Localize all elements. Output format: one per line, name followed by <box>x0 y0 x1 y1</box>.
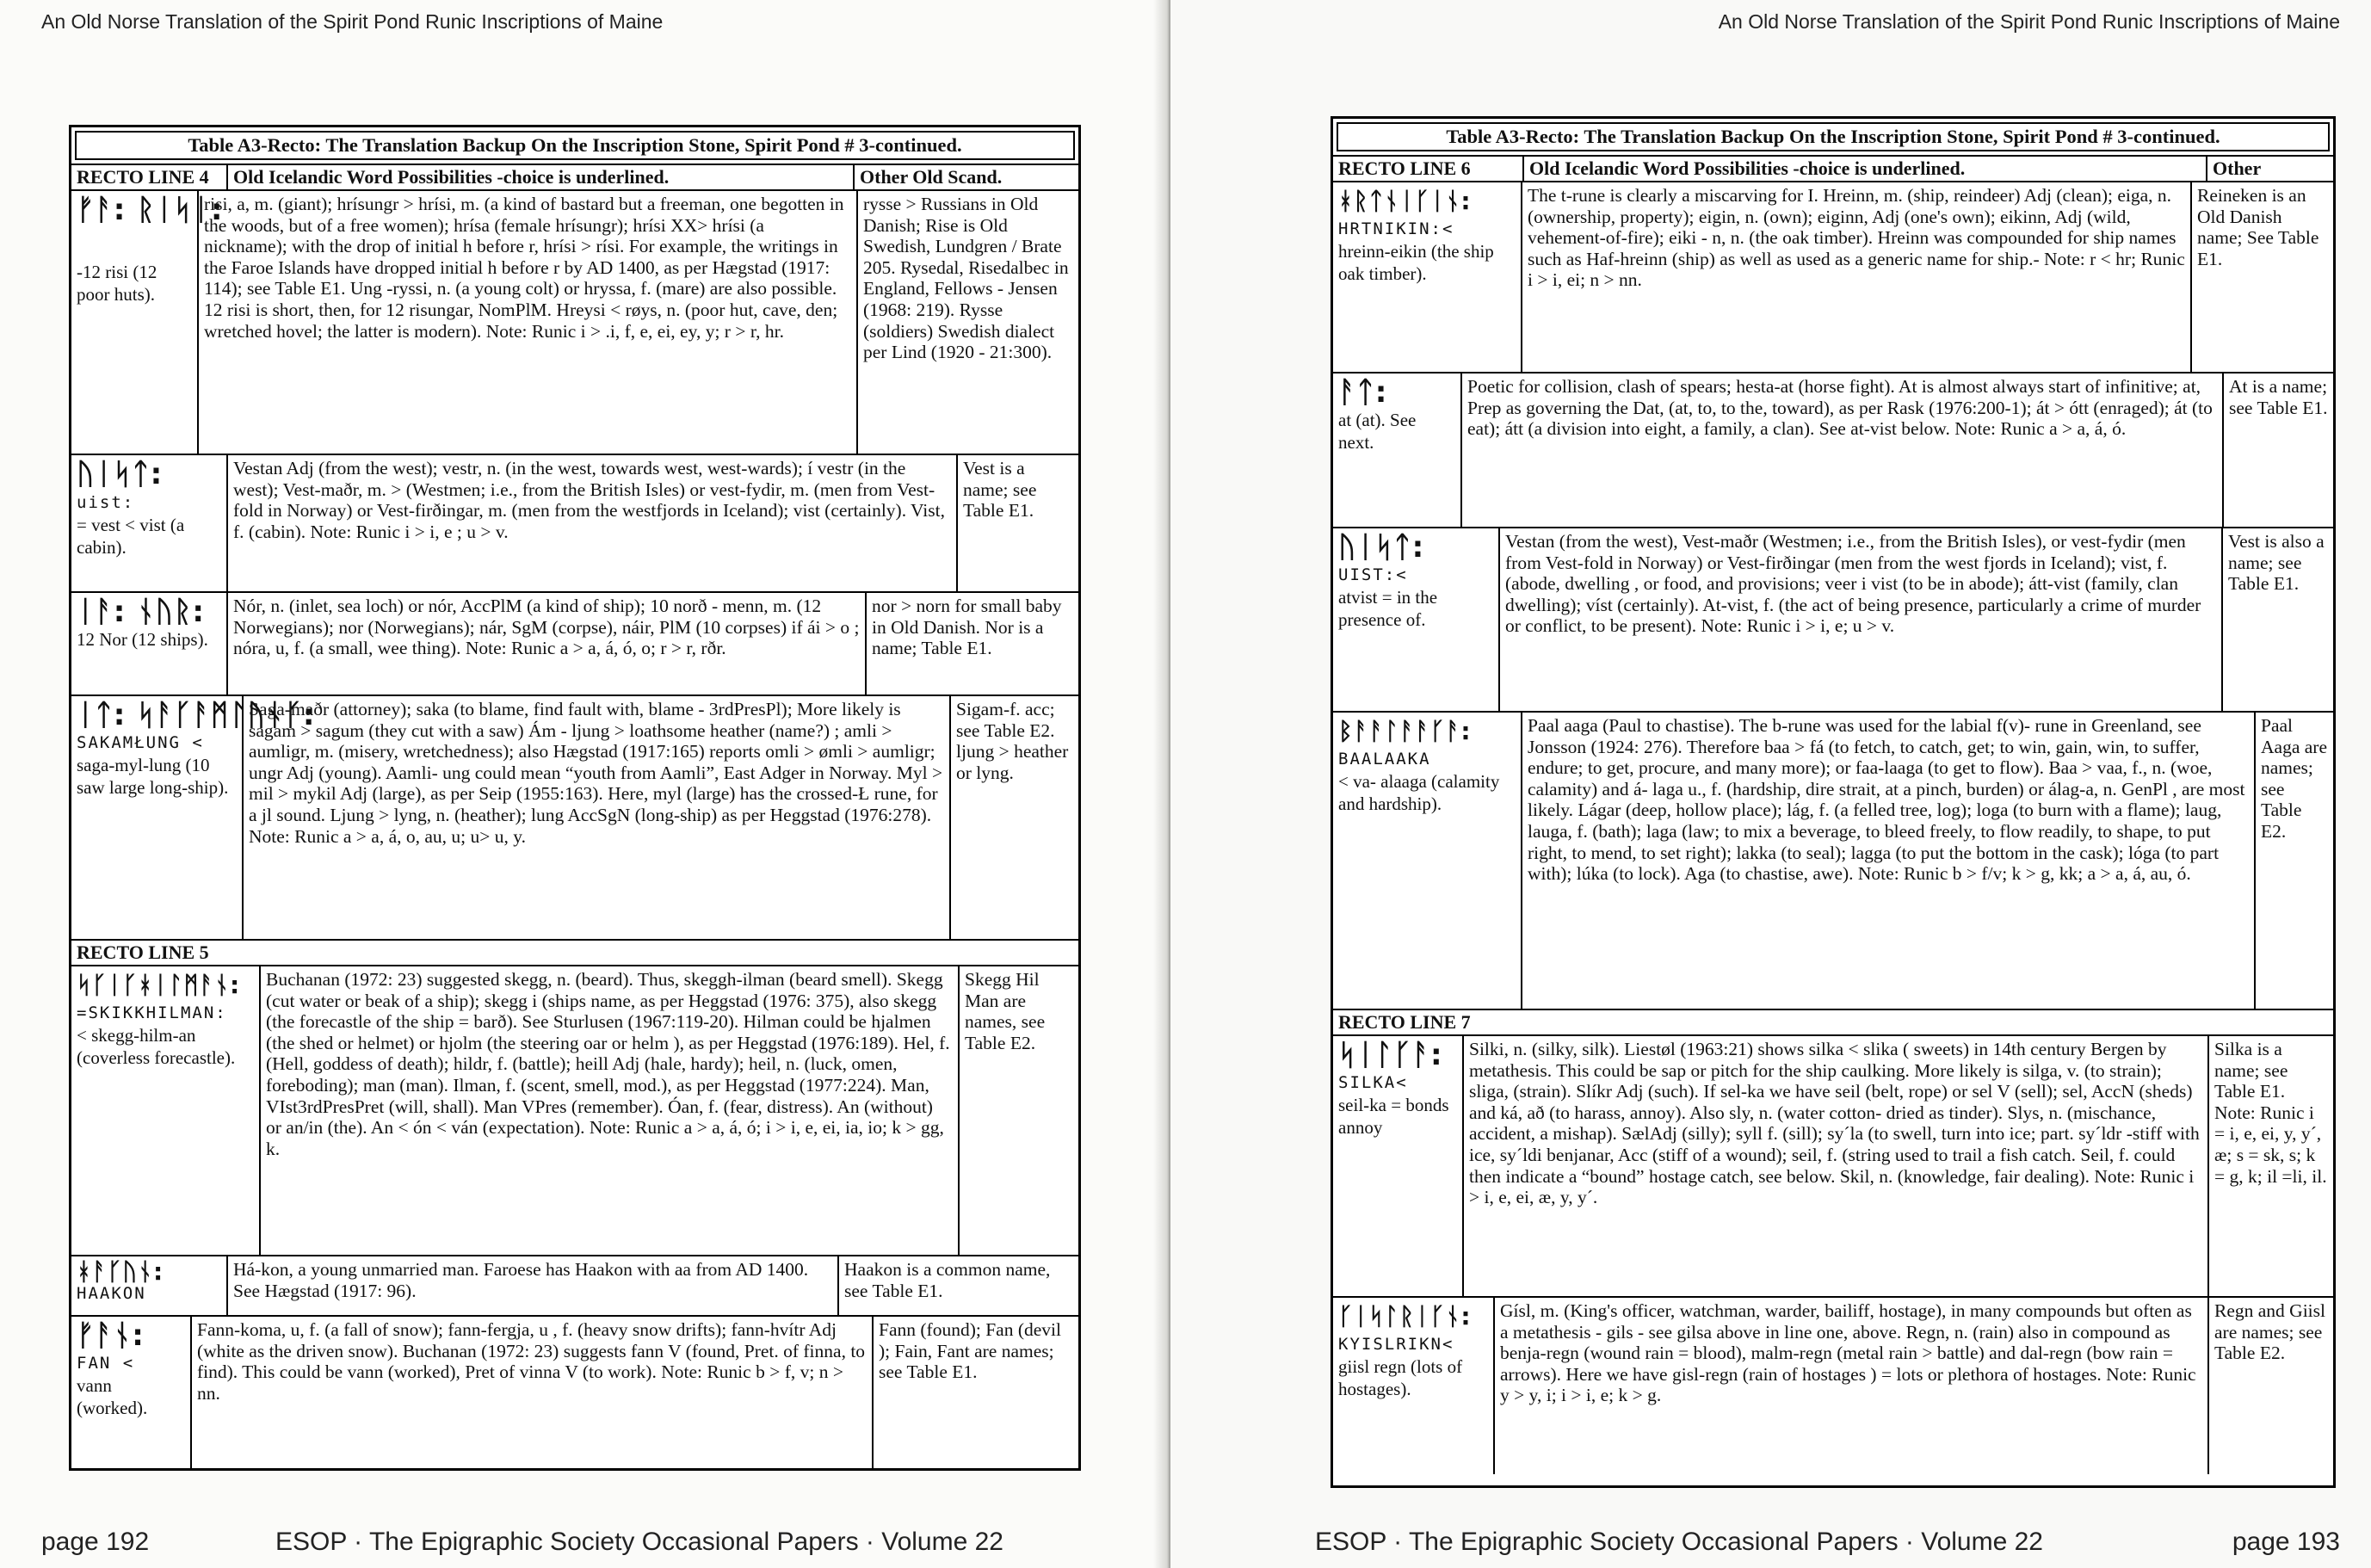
gloss: atvist = in the presence of. <box>1338 587 1438 630</box>
journal-footer: ESOP · The Epigraphic Society Occasional Papers · Volume 22 <box>275 1528 1003 1556</box>
rune-text: ᛋᚴᛁᚴᚼᛁᛚᛗᚨᚾ: <box>77 971 241 999</box>
rune-cell <box>1333 373 1460 527</box>
other-scand: Regn and Giisl are names; see Table E2. <box>2207 1298 2333 1474</box>
rune-text: ᚼᚨᚴᚢᚾ: <box>77 1257 164 1286</box>
translation-table <box>1331 116 2336 1488</box>
table-header-row <box>1333 155 2333 182</box>
table-row <box>71 1256 1078 1317</box>
word-possibilities: Vestan Adj (from the west); vestr, n. (in the west, towards west, west-wards); í vestr (in the west); Vest-maðr, m. > (Westmen; i.e., from the British Isles) or vest-fydir, m. (men from Vest-fold in Norway) or Vest-firðingar, m. (men from the westfjords in Iceland); vist (certainly). Vist, f. (cabin). Note: Runic i > i, e ; u > v. <box>226 455 956 591</box>
rune-cell <box>71 191 224 454</box>
word-possibilities: Silki, n. (silky, silk). Liestøl (1963:21) shows silka < slika ( sweets) in 14th century Bergen by metathesis. This could be sap or pitch for the ship caulking. More likely is silga, v. (to strain); sliga, (strain). Slíkr Adj (such). If sel-ka we have seil (belt, rope) or sel V (sell); sel, AccN (sheds) and ká, að (to harass, annoy). Also sly, n. (water cotton- dried as tinder). Slys, n. (mischance, accident, a mishap). SælAdj (silly); syll f. (sill); sy´la (to swell, turn into ice; part. sy´ldr -stiff with ice, sy´ldi benjanar, Acc (stiff of a wound); seil, f. (string used to trail a fish catch. Seil, f. could then indicate a “bound” hostage catch, see below. Skil, n. (knowledge, fair dealing). Note: Runic i > i, e, ei, æ, y, y´. <box>1462 1036 2207 1296</box>
word-possibilities: Gísl, m. (King's officer, watchman, warder, bailiff, hostage), in many compounds but often as a metathesis - gils - see gilsa above in line one, above. Regn, n. (rain) also in compound as benja-regn (wound rain = blood), malm-regn (metal rain > battle) and dal-regn (bow rain = arrows). Here we have gisl-regn (rain of hostages ) = lots or plethora of hostages. Note: Runic y > y, i; i > i, e; k > g. <box>1493 1298 2207 1474</box>
other-scand: Sigam-f. acc; see Table E2. ljung > heather or lyng. <box>949 696 1078 939</box>
rune-cell <box>71 455 226 591</box>
translation-table <box>69 125 1081 1471</box>
header-old-icelandic: Old Icelandic Word Possibilities -choice is underlined. <box>1522 157 2206 181</box>
rune-cell <box>1333 182 1521 372</box>
gloss: vann (worked). <box>77 1375 148 1418</box>
transliteration: UIST:< <box>1338 565 1408 584</box>
rune-text: ᚢᛁᛋᛏ: <box>1338 530 1425 565</box>
running-header: An Old Norse Translation of the Spirit Pond Runic Inscriptions of Maine <box>1718 10 2340 33</box>
gloss: = vest < vist (a cabin). <box>77 515 185 558</box>
header-other: Other Old Scand. <box>853 165 1078 189</box>
rune-cell <box>1333 528 1498 711</box>
table-row <box>71 696 1078 941</box>
transliteration: uist: <box>77 493 135 512</box>
rune-text: ᚠᚨᚾ: <box>77 1318 145 1353</box>
rune-text: ᚠᚨ: ᚱᛁᛋᛁ: <box>77 193 224 227</box>
table-title: Table A3-Recto: The Translation Backup On the Inscription Stone, Spirit Pond # 3-continued. <box>75 131 1075 160</box>
gloss: < va- alaaga (calamity and hardship). <box>1338 771 1500 814</box>
gloss: at (at). See next. <box>1338 410 1417 453</box>
rune-text: ᛋᛁᛚᚴᚨ: <box>1338 1038 1443 1072</box>
transliteration: BAALAAKA <box>1338 750 1431 769</box>
header-old-icelandic: Old Icelandic Word Possibilities -choice is underlined. <box>226 165 853 189</box>
rune-cell <box>71 696 316 939</box>
word-possibilities: Poetic for collision, clash of spears; hesta-at (horse fight). At is almost always start of infinitive; at, Prep as governing the Dat, (at, to, to the, toward), as per Rask (1976:200-1); át > ótt (enraged); át (to eat); átt (a division into eight, a family, a clan). See at-vist below. Note: Runic a > a, á, ó. <box>1460 373 2222 527</box>
header-other: Other <box>2206 157 2333 181</box>
rune-cell <box>1333 1036 1462 1296</box>
word-possibilities: Buchanan (1972: 23) suggested skegg, n. (beard). Thus, skeggh-ilman (beard smell). Skegg (cut water or beak of a ship); skegg i (ships name, as per Heggstad (1976: 375), also skegg (the forecastle of the ship = barð). See Sturlusen (1967:119-20). Hilman could be hjalmen (the shed or helmet) or hjolm (the steering oar or helm ), as per Heggstad (1976:189). Hel, f. (Hell, goddess of death); hildr, f. (battle); heill Adj (hale, hardy); heil, n. (luck, omen, foreboding); man (man). Ilman, f. (scent, smell, mod.), as per Heggstad (1977:224). Man, VIst3rdPresPret (will, shall). Man VPres (remember). Óan, f. (fear, distress). An (without) or an/in (the). An < ón < ván (expectation). Note: Runic a > a, á, ó; i > i, e, ei, ia, io; k > gg, k. <box>259 966 958 1255</box>
table-row <box>71 593 1078 696</box>
rune-cell <box>71 966 259 1255</box>
gloss: hreinn-eikin (the ship oak timber). <box>1338 241 1494 284</box>
section-heading: RECTO LINE 7 <box>1333 1010 2333 1036</box>
rune-text: ᚼᚱᛏᚾᛁᚴᛁᚾ: <box>1338 187 1472 215</box>
table-row <box>1333 182 2333 373</box>
transliteration: KYISLRIKN< <box>1338 1335 1454 1354</box>
table-row <box>71 191 1078 455</box>
rune-cell <box>71 1256 226 1315</box>
other-scand: Fann (found); Fan (devil ); Fain, Fant are names; see Table E1. <box>872 1317 1078 1470</box>
other-scand: Vest is also a name; see Table E1. <box>2221 528 2333 711</box>
transliteration: =SKIKKHILMAN: <box>77 1003 227 1022</box>
rune-cell <box>1333 713 1521 1009</box>
page-number: page 192 <box>41 1528 150 1556</box>
other-scand: Haakon is a common name, see Table E1. <box>837 1256 1078 1315</box>
word-possibilities: Nór, n. (inlet, sea loch) or nór, AccPlM (a kind of ship); 10 norð - menn, m. (12 Norwegians); nor (Norwegians); nár, SgM (corpse), náir, PlM (10 corpses) if ái > o ; nóra, u, f. (a small, wee thing). Note: Runic a > a, á, ó, o; r > r, rðr. <box>226 593 865 694</box>
other-scand: At is a name; see Table E1. <box>2222 373 2333 527</box>
transliteration: SAKAMŁUNG < <box>77 733 204 752</box>
transliteration: SILKA< <box>1338 1073 1408 1092</box>
gloss: giisl regn (lots of hostages). <box>1338 1356 1463 1399</box>
word-possibilities: The t-rune is clearly a miscarving for I. Hreinn, m. (ship, reindeer) Adj (clean); eiga, n. (ownership, property); eigin, n. (own); eiginn, Adj (one's own); eikinn, Adj (wild, vehement-of-fire); eiki - n, n. (the oak timber). Hreinn was compounded for ship names such as Haf-hreinn (ship) as well as used as a generic name for ship.- Note: r < hr; Runic i > i, ei; n > nn. <box>1521 182 2190 372</box>
rune-text: ᚢᛁᛋᛏ: <box>77 457 164 491</box>
gloss: < skegg-hilm-an (coverless forecastle). <box>77 1025 236 1068</box>
right-page <box>1170 0 2371 1568</box>
gloss: saga-myl-lung (10 saw large long-ship). <box>77 755 229 798</box>
other-scand: nor > norn for small baby in Old Danish. Nor is a name; Table E1. <box>865 593 1078 694</box>
gloss: -12 risi (12 poor huts). <box>77 262 157 305</box>
rune-cell <box>71 1317 190 1470</box>
journal-footer: ESOP · The Epigraphic Society Occasional Papers · Volume 22 <box>1315 1528 2043 1556</box>
table-row <box>1333 528 2333 713</box>
table-row <box>1333 1036 2333 1298</box>
page-number: page 193 <box>2232 1528 2340 1556</box>
other-scand: Skegg Hil Man are names, see Table E2. <box>958 966 1078 1255</box>
table-row <box>1333 713 2333 1010</box>
table-row <box>71 966 1078 1256</box>
other-scand: Reineken is an Old Danish name; See Table E1. <box>2190 182 2333 372</box>
gloss: seil-ka = bonds annoy <box>1338 1095 1449 1138</box>
other-scand: Paal Aaga are names; see Table E2. <box>2254 713 2333 1009</box>
rune-cell <box>1333 1298 1493 1474</box>
word-possibilities: Vestan (from the west), Vest-maðr (Westmen; i.e., from the British Isles), or vest-fydir (men from Vest-fold in Norway) or Vest-firðingar (men from the west fjords in Iceland); vist, f. (abode, dwelling , or food, and provisions; veer i vist (to be in abode); átt-vist (family, clan dwelling); víst (certainly). At-vist, f. (the act of being presence, particularly a crime of murder or conflict, to be present). Note: Runic i > i, e; u > v. <box>1498 528 2221 711</box>
rune-text: ᚨᛏ: <box>1338 375 1388 410</box>
table-row <box>71 455 1078 593</box>
table-row <box>1333 1298 2333 1474</box>
table-row <box>71 1317 1078 1470</box>
table-row <box>1333 373 2333 528</box>
rune-text: ᚴᛁᛋᛚᚱᛁᚴᚾ: <box>1338 1302 1472 1330</box>
transliteration: FAN < <box>77 1354 135 1373</box>
transliteration: HAAKON <box>77 1284 146 1303</box>
other-scand: Silka is a name; see Table E1. Note: Runic i = i, e, ei, y, y´, æ; s = sk, s; k = g, k; il =li, il. <box>2207 1036 2333 1296</box>
rune-text: ᛁᚨ: ᚾᚢᚱ: <box>77 595 206 629</box>
rune-cell <box>71 593 226 694</box>
word-possibilities: Há-kon, a young unmarried man. Faroese has Haakon with aa from AD 1400. See Hægstad (1917: 96). <box>226 1256 837 1315</box>
other-scand: Vest is a name; see Table E1. <box>956 455 1078 591</box>
rune-text: ᛁᛏ: ᛋᚨᚴᚨᛗᛚᚢᚾᚴ: <box>77 698 316 732</box>
table-header-row <box>71 164 1078 191</box>
other-scand: rysse > Russians in Old Danish; Rise is Old Swedish, Lundgren / Brate 205. Rysedal, Risedalbec in England, Fellows - Jensen (1968: 219). Rysse (soldiers) Swedish dialect per Lind (1920 - 21:300). <box>856 191 1078 454</box>
word-possibilities: Fann-koma, u, f. (a fall of snow); fann-fergja, u , f. (heavy snow drifts); fann-hvítr Adj (white as the driven snow). Buchanan (1972: 23) suggests fann V (found, Pret. of finna, to find). This could be vann (worked), Pret of vinna V (to work). Note: Runic b > f, v; n > nn. <box>190 1317 872 1470</box>
word-possibilities: Saga-maðr (attorney); saka (to blame, find fault with, blame - 3rdPresPl); More likely is sagam > sagum (they cut with a saw) Ám - ljung > loathsome heather (name?) ; amli > aumligr, m. (misery, wretchedness); also Hægstad (1917:165) reports omli > ømli > aumligr; ungr Adj (young). Aamli- ung could mean “youth from Aamli”, East Adger in Norway. Myl > mil > mykil Adj (large), as per Seip (1955:163). Here, myl (large) has the crossed-Ł rune, for a jl sound. Ljung > lyng, n. (heather); lung AccSgN (long-ship) as per Heggstad (1976:278). Note: Runic a > a, á, o, au, u; u> u, y. <box>242 696 949 939</box>
header-recto-line: RECTO LINE 4 <box>77 166 209 188</box>
word-possibilities: risi, a, m. (giant); hrísungr > hrísi, m. (a kind of bastard but a freeman, one begotten in the woods, but of a free women); hrísa (female hrísungr); hrísi XX> hrísi (a nickname); with the drop of initial h before r, hrísi > rísi. For example, the writings in the Faroe Islands have dropped initial h before r by AD 1400, as per Hægstad (1917: 114); see Table E1. Ung -ryssi, n. (a young colt) or hryssa, f. (mare) are also possible. 12 risi is short, then, for 12 risungar, NomPlM. Hreysi < røys, n. (poor hut, cave, den; wretched hovel; the latter is modern). Note: Runic i > .i, f, e, ei, ey, y; r > r, hr. <box>197 191 856 454</box>
header-recto-line: RECTO LINE 6 <box>1338 157 1471 179</box>
transliteration: HRTNIKIN:< <box>1338 219 1454 238</box>
left-page <box>0 0 1170 1568</box>
section-heading: RECTO LINE 5 <box>71 941 1078 966</box>
gloss: 12 Nor (12 ships). <box>77 629 208 650</box>
word-possibilities: Paal aaga (Paul to chastise). The b-rune was used for the labial f(v)- rune in Greenland, see Jonsson (1924: 276). Therefore baa > fá (to fetch, to catch, get; to win, gain, win, to suffer, endure; to get, procure, and many more); or faa-laaga (to get to flow). Baa > vaa, f., n. (woe, calamity) and á- laga u., f. (hardship, dire strait, at a pinch, burden) or álag-a, n. GenPl , are most likely. Lágar (deep, hollow place); lág, f. (a felled tree, log); loga (to burn with a flame); laug, lauga, f. (bath); laga (law; to mix a beverage, to bleed freely, to flow readily, to shape, to put right, to mend, to set right); lakka (to seal); lagga (to put the bottom in the cask); lóga (to part with); lúka (to lock). Aga (to chastise, awe). Note: Runic b > f/v; k > g, kk; a > a, á, au, ó. <box>1521 713 2254 1009</box>
rune-text: ᛒᚨᚨᛚᚨᚨᚴᚨ: <box>1338 717 1472 745</box>
running-header: An Old Norse Translation of the Spirit Pond Runic Inscriptions of Maine <box>41 10 664 33</box>
table-title: Table A3-Recto: The Translation Backup On the Inscription Stone, Spirit Pond # 3-continued. <box>1337 122 2330 151</box>
